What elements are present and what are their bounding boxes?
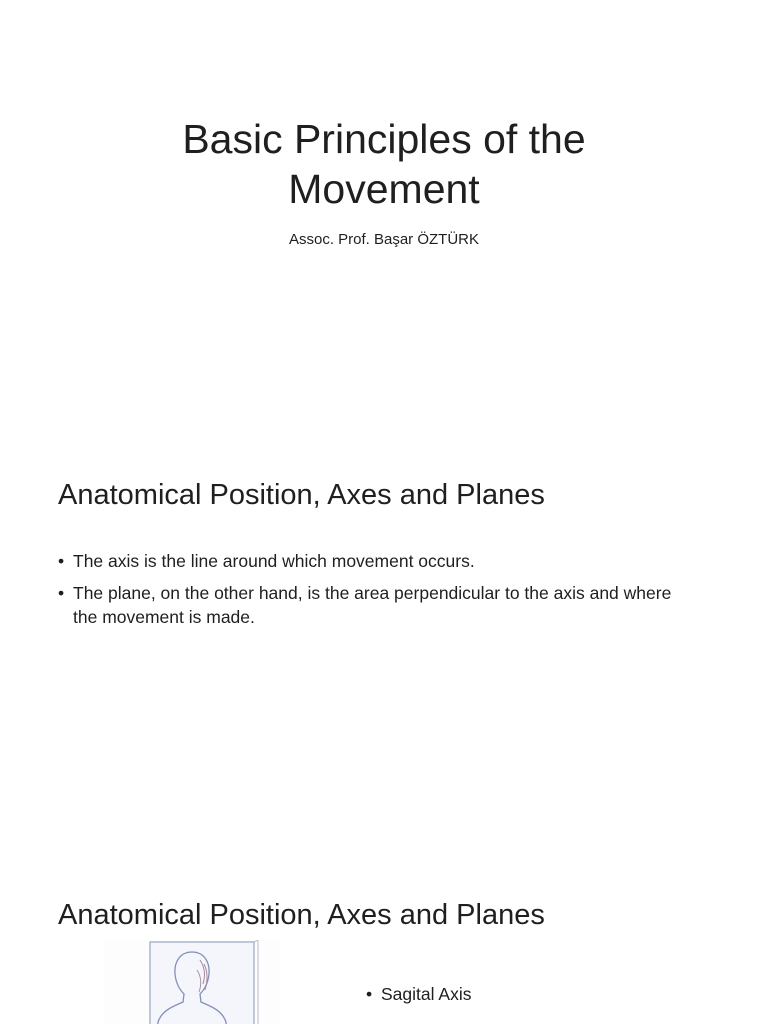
title-line: Basic Principles of the [182,116,586,162]
title-line: Movement [288,166,480,212]
anatomy-figure-icon [104,940,280,1024]
title-slide [0,0,768,432]
bullet-text: The axis is the line around which movement occurs. [73,551,475,571]
bullet-marker: • [58,583,65,603]
axes-planes-slide [0,432,768,864]
bullet-text: Sagital Axis [381,984,472,1004]
bullet-marker: • [366,984,373,1004]
presentation-title [84,114,684,214]
list-item [58,581,698,629]
sagittal-axis-slide [0,864,768,1024]
list-item [58,549,698,573]
slide-title: Anatomical Position, Axes and Planes [58,899,545,931]
list-item [366,982,471,1006]
bullet-list [58,549,698,637]
bullet-marker: • [58,551,65,571]
slide-title: Anatomical Position, Axes and Planes [58,479,545,511]
author-subtitle: Assoc. Prof. Başar ÖZTÜRK [288,231,480,248]
bullet-list [366,982,471,1006]
bullet-text: The plane, on the other hand, is the area perpendicular to the axis and where the movement is made. [73,583,672,627]
